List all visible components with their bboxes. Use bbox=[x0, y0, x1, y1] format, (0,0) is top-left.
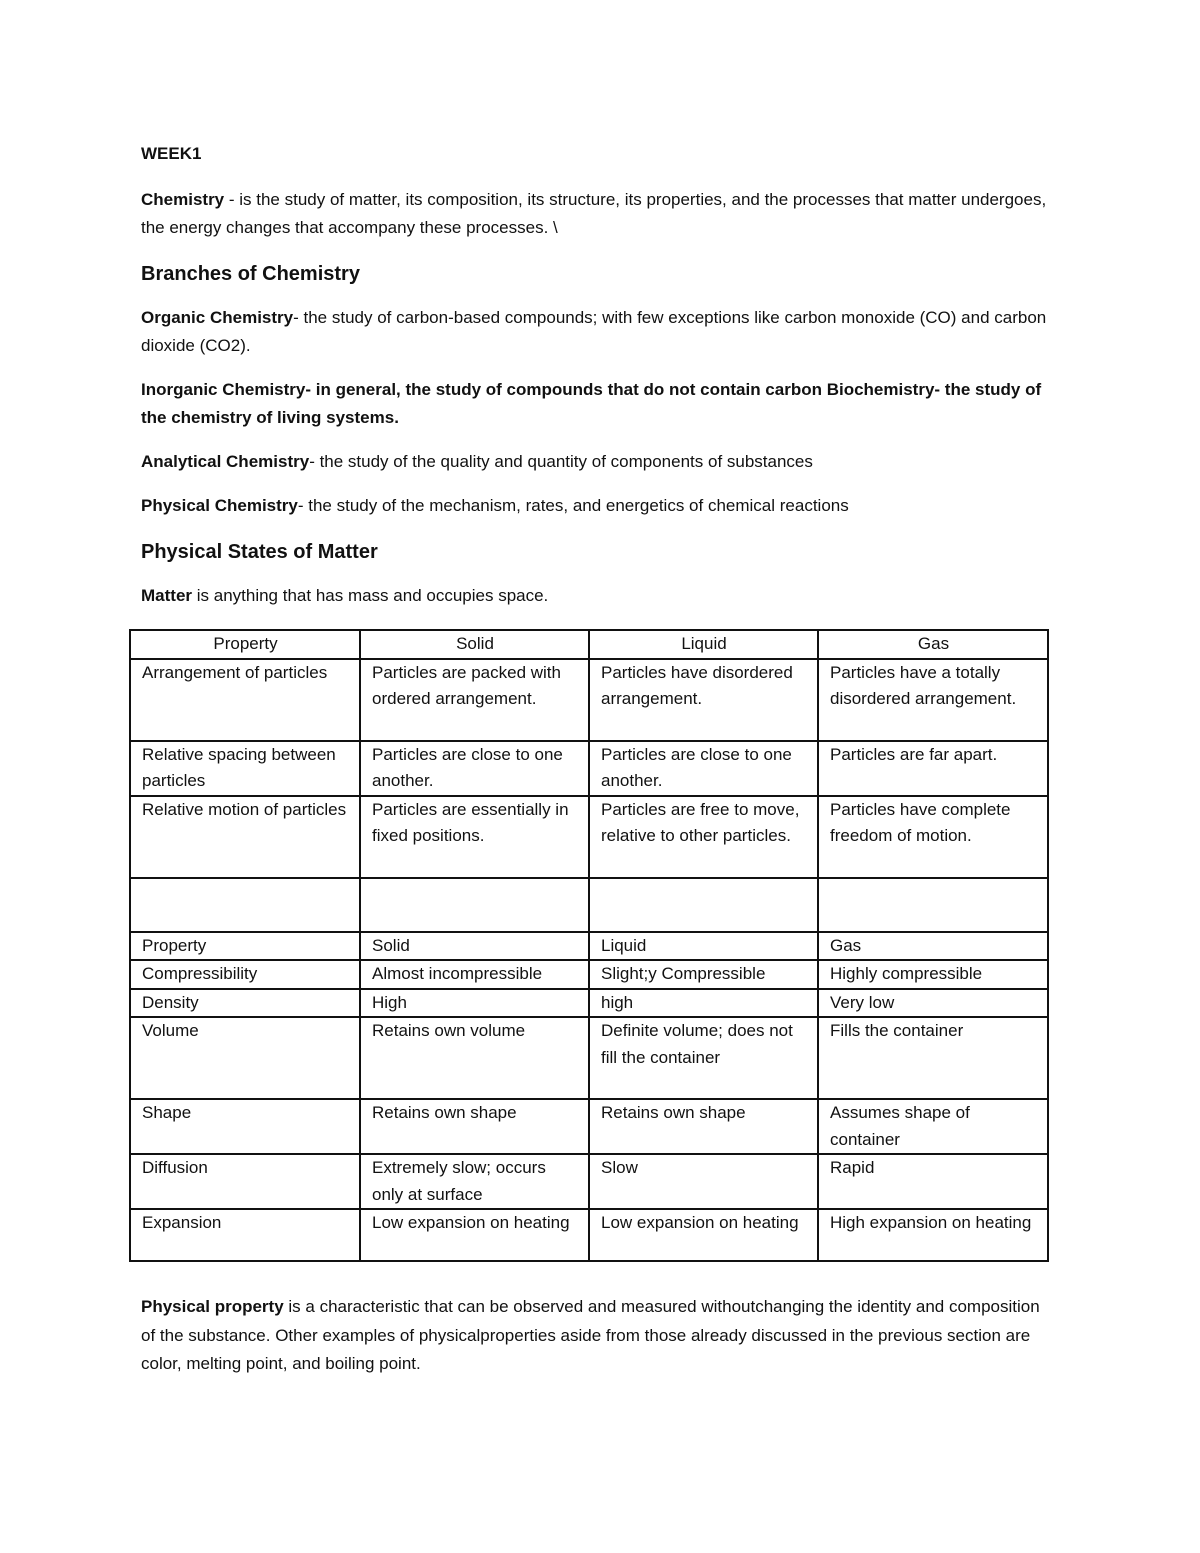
table-cell: Retains own shape bbox=[589, 1099, 818, 1154]
table-cell: Liquid bbox=[589, 932, 818, 961]
table-cell: Gas bbox=[818, 932, 1048, 961]
organic-chemistry bbox=[141, 304, 1056, 360]
table-cell: Particles have disordered arrangement. bbox=[589, 659, 818, 741]
analytical-chemistry bbox=[141, 448, 1056, 476]
table-cell-empty bbox=[589, 878, 818, 932]
table-cell: Particles are packed with ordered arrangement. bbox=[360, 659, 589, 741]
chemistry-term: Chemistry bbox=[141, 190, 225, 209]
organic-text: - the study of carbon-based compounds; with few exceptions like carbon monoxide (CO) and carbon dioxide (CO2). bbox=[141, 308, 1047, 355]
table-cell: Shape bbox=[130, 1099, 360, 1154]
states-of-matter-table bbox=[129, 629, 1049, 1262]
table-cell-empty bbox=[818, 878, 1048, 932]
table-cell: Slow bbox=[589, 1154, 818, 1209]
table-cell: Low expansion on heating bbox=[589, 1209, 818, 1261]
table-cell: Arrangement of particles bbox=[130, 659, 360, 741]
physical-property-paragraph bbox=[141, 1293, 1056, 1379]
matter-term: Matter bbox=[141, 586, 193, 605]
table-cell: Slight;y Compressible bbox=[589, 960, 818, 989]
physical-term: Physical Chemistry bbox=[141, 496, 298, 515]
table-cell: Rapid bbox=[818, 1154, 1048, 1209]
table-cell: Highly compressible bbox=[818, 960, 1048, 989]
table-cell: Relative spacing between particles bbox=[130, 741, 360, 796]
table-row bbox=[130, 960, 1048, 989]
chemistry-definition-text: - is the study of matter, its composition, its structure, its properties, and the processes that matter undergoes, the energy changes that accompany these processes. \ bbox=[141, 190, 1047, 237]
chemistry-definition bbox=[141, 186, 1056, 242]
table-cell: Particles are close to one another. bbox=[360, 741, 589, 796]
table-cell: Fills the container bbox=[818, 1017, 1048, 1099]
table-row bbox=[130, 796, 1048, 878]
table-cell: Expansion bbox=[130, 1209, 360, 1261]
table-row bbox=[130, 1154, 1048, 1209]
table-cell: Diffusion bbox=[130, 1154, 360, 1209]
physical-property-term: Physical property bbox=[141, 1297, 284, 1316]
table-cell: Particles are close to one another. bbox=[589, 741, 818, 796]
table-cell: Almost incompressible bbox=[360, 960, 589, 989]
table-cell: Assumes shape of container bbox=[818, 1099, 1048, 1154]
physical-property-text: is a characteristic that can be observed and measured withoutchanging the identity and composition of the substance. Other examples of physicalproperties aside from those already discussed in the previous section are color, melting point, and boiling point. bbox=[141, 1297, 1040, 1373]
organic-term: Organic Chemistry bbox=[141, 308, 294, 327]
matter-text: is anything that has mass and occupies space. bbox=[192, 586, 549, 605]
table-cell: Extremely slow; occurs only at surface bbox=[360, 1154, 589, 1209]
table-row bbox=[130, 1209, 1048, 1261]
table-row bbox=[130, 989, 1048, 1018]
analytical-text: - the study of the quality and quantity of components of substances bbox=[309, 452, 813, 471]
table-cell: Retains own shape bbox=[360, 1099, 589, 1154]
table-cell: Definite volume; does not fill the container bbox=[589, 1017, 818, 1099]
table-header-cell: Property bbox=[130, 630, 360, 659]
table-header-cell: Gas bbox=[818, 630, 1048, 659]
table-header-row bbox=[130, 630, 1048, 659]
physical-chemistry bbox=[141, 492, 1056, 520]
table-cell: Particles have a totally disordered arrangement. bbox=[818, 659, 1048, 741]
table-cell: Density bbox=[130, 989, 360, 1018]
table-cell: Property bbox=[130, 932, 360, 961]
table-cell-empty bbox=[130, 878, 360, 932]
physical-text: - the study of the mechanism, rates, and energetics of chemical reactions bbox=[297, 496, 849, 515]
table-row-empty bbox=[130, 878, 1048, 932]
table-row bbox=[130, 1017, 1048, 1099]
analytical-term: Analytical Chemistry bbox=[141, 452, 310, 471]
table-cell: Low expansion on heating bbox=[360, 1209, 589, 1261]
table-cell: Particles are essentially in fixed positions. bbox=[360, 796, 589, 878]
table-cell: high bbox=[589, 989, 818, 1018]
table-cell: Particles are free to move, relative to other particles. bbox=[589, 796, 818, 878]
table-cell: High expansion on heating bbox=[818, 1209, 1048, 1261]
table-cell: Particles have complete freedom of motion. bbox=[818, 796, 1048, 878]
states-heading: Physical States of Matter bbox=[141, 541, 378, 563]
branches-heading: Branches of Chemistry bbox=[141, 263, 360, 285]
table-cell-empty bbox=[360, 878, 589, 932]
table-cell: Compressibility bbox=[130, 960, 360, 989]
table-cell: Particles are far apart. bbox=[818, 741, 1048, 796]
week-label: WEEK1 bbox=[141, 144, 202, 163]
matter-definition bbox=[141, 582, 1056, 610]
table-cell: Relative motion of particles bbox=[130, 796, 360, 878]
table-cell: Retains own volume bbox=[360, 1017, 589, 1099]
table-header-cell: Solid bbox=[360, 630, 589, 659]
table-row bbox=[130, 741, 1048, 796]
table-cell: High bbox=[360, 989, 589, 1018]
table-cell: Very low bbox=[818, 989, 1048, 1018]
table-subheader-row bbox=[130, 932, 1048, 961]
table-header-cell: Liquid bbox=[589, 630, 818, 659]
inorganic-chemistry: Inorganic Chemistry- in general, the study of compounds that do not contain carbon Biochemistry- the study of the chemistry of living systems. bbox=[141, 380, 1042, 427]
document-body bbox=[141, 140, 1056, 620]
table-cell: Volume bbox=[130, 1017, 360, 1099]
table-row bbox=[130, 1099, 1048, 1154]
table-cell: Solid bbox=[360, 932, 589, 961]
table-row bbox=[130, 659, 1048, 741]
